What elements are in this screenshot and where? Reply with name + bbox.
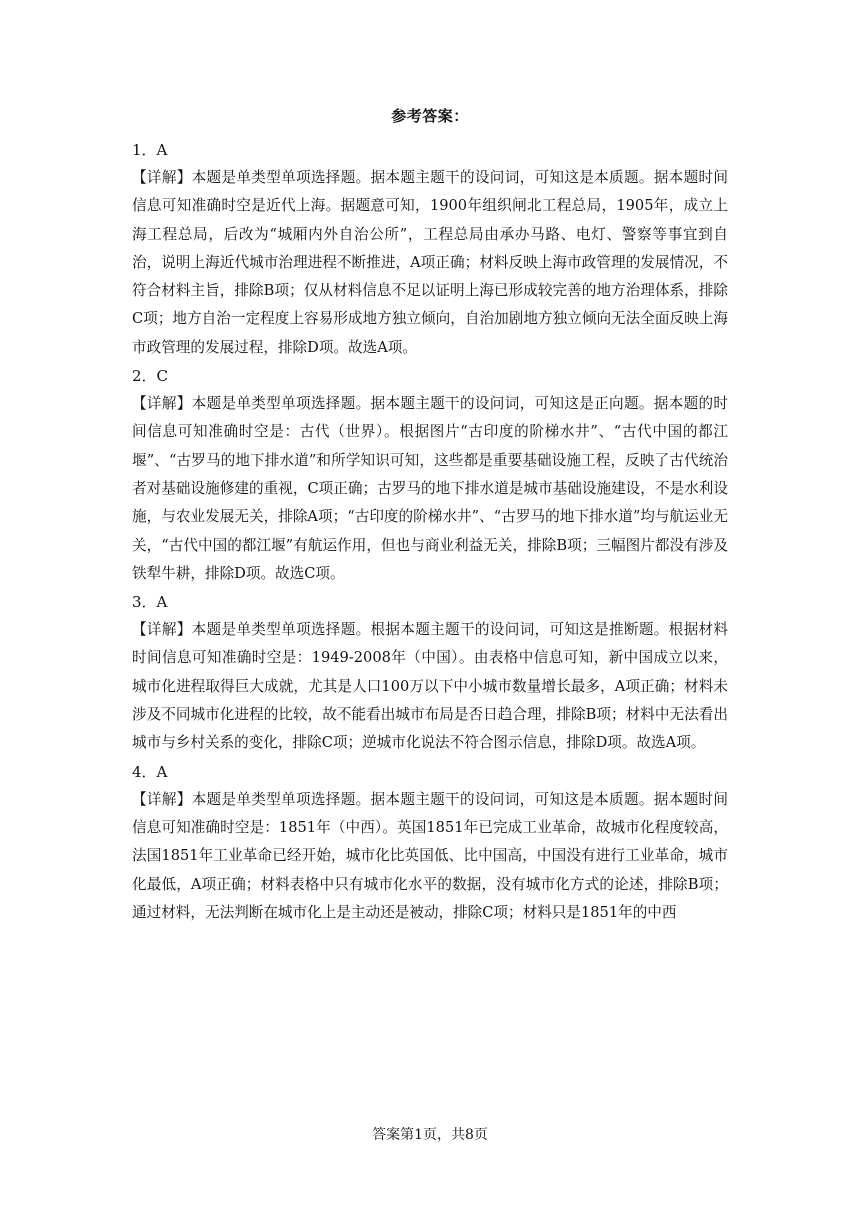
answer-explanation: 【详解】本题是单类型单项选择题。据本题主题干的设问词，可知这是正向题。据本题的时间信息可知准确时空是：古代（世界）。根据图片“古印度的阶梯水井”、“古代中国的都江堰”、“古罗马的地下排水道”和所学知识可知，这些都是重要基础设施工程，反映了古代统治者对基础设施修建的重视，C项正确；古罗马的地下排水道是城市基础设施建设，不是水利设施，与农业发展无关，排除A项；“古印度的阶梯水井”、“古罗马的地下排水道”均与航运业无关，“古代中国的都江堰”有航运作用，但也与商业利益无关，排除B项；三幅图片都没有涉及铁犁牛耕，排除D项。故选C项。 xyxy=(132,395,728,582)
question-number: 1．A xyxy=(132,141,168,159)
question-number: 2．C xyxy=(132,367,169,386)
question-number: 3．A xyxy=(132,593,168,612)
answer-explanation: 【详解】本题是单类型单项选择题。根据本题主题干的设问词，可知这是推断题。根据材料时间信息可知准确时空是：1949-2008年（中国）。由表格中信息可知，新中国成立以来，城市化进程取得巨大成就，尤其是人口100万以下中小城市数量增长最多，A项正确；材料未涉及不同城市化进程的比较，故不能看出城市布局是否日趋合理，排除B项；材料中无法看出城市与乡村关系的变化，排除C项；逆城市化说法不符合图示信息，排除D项。故选A项。 xyxy=(132,621,728,752)
answer-explanation: 【详解】本题是单类型单项选择题。据本题主题干的设问词，可知这是本质题。据本题时间信息可知准确时空是：1851年（中西）。英国1851年已完成工业革命，故城市化程度较高，法国1851年工业革命已经开始，城市化比英国低、比中国高，中国没有进行工业革命，城市化最低，A项正确；材料表格中只有城市化水平的数据，没有城市化方式的论述，排除B项；通过材料，无法判断在城市化上是主动还是被动，排除C项；材料只是1851年的中西 xyxy=(132,790,728,921)
answer-explanation: 【详解】本题是单类型单项选择题。据本题主题干的设问词，可知这是本质题。据本题时间信息可知准确时空是近代上海。据题意可知，1900年组织闸北工程总局，1905年，成立上海工程总局，后改为“城厢内外自治公所”，工程总局由承办马路、电灯、警察等事宜到自治，说明上海近代城市治理进程不断推进，A项正确；材料反映上海市政管理的发展情况，不符合材料主旨，排除B项；仅从材料信息不足以证明上海已形成较完善的地方治理体系，排除C项；地方自治一定程度上容易形成地方独立倾向，自治加剧地方独立倾向无法全面反映上海市政管理的发展过程，排除D项。故选A项。 xyxy=(132,169,728,356)
answer-item xyxy=(132,136,728,362)
answer-item xyxy=(132,588,728,757)
answer-item xyxy=(132,362,728,588)
page-footer: 答案第1页，共8页 xyxy=(372,1127,488,1143)
page-title: 参考答案： xyxy=(391,107,469,125)
answer-list xyxy=(132,136,728,927)
question-number: 4．A xyxy=(132,762,168,781)
answer-item xyxy=(132,758,728,927)
